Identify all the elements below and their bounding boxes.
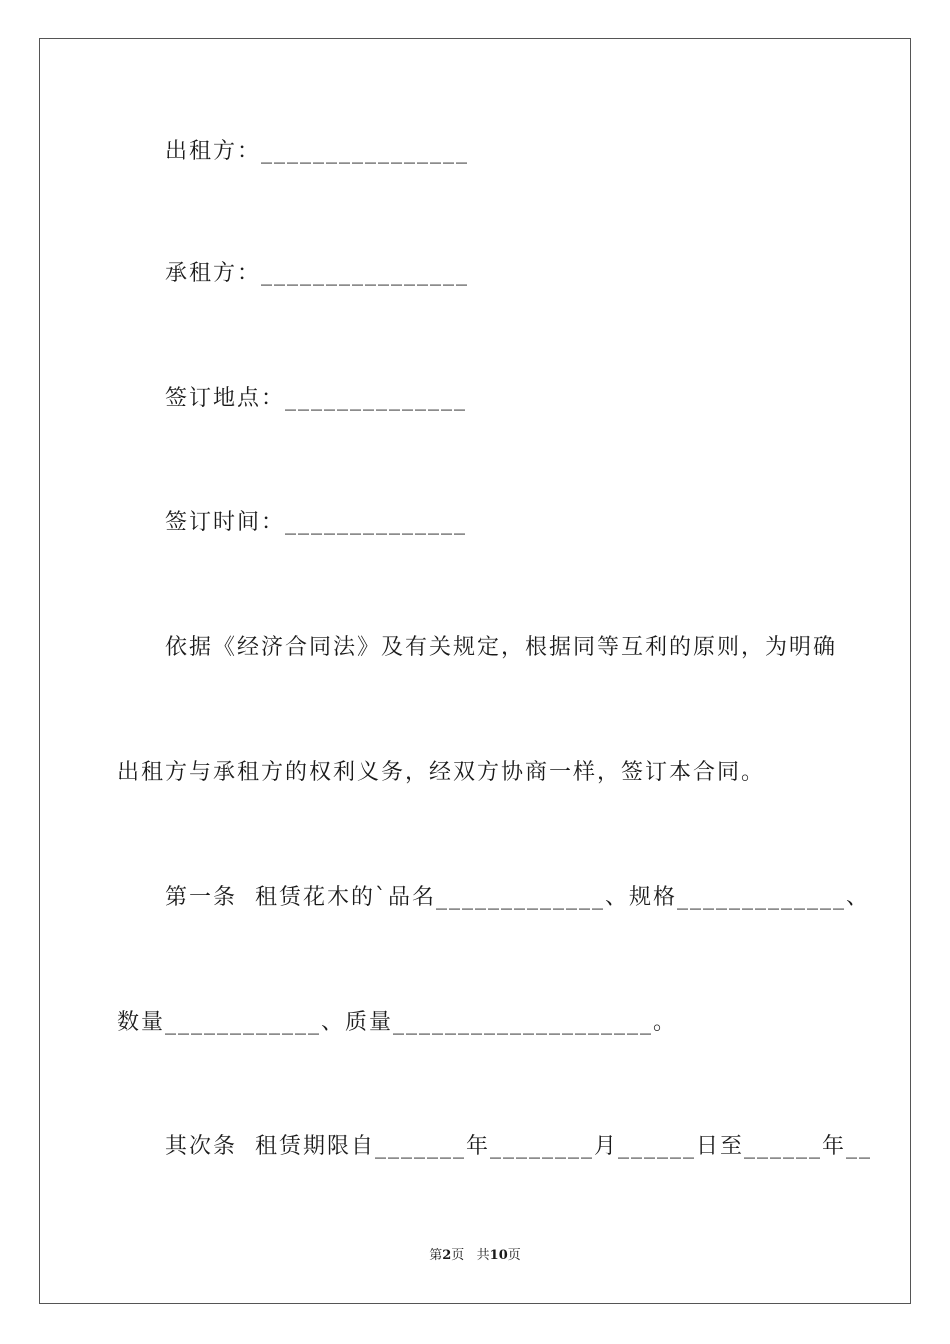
preamble-line-1: 依据《经济合同法》及有关规定，根据同等互利的原则，为明确 (165, 635, 838, 660)
sign-time-field: 签订时间：______________ (165, 510, 468, 535)
footer-page-mid: 页 共 (451, 1248, 490, 1263)
footer-page-current: 2 (442, 1248, 452, 1263)
footer-page-suffix: 页 (507, 1248, 521, 1263)
footer-page-prefix: 第 (429, 1248, 443, 1263)
lessor-field: 出租方：________________ (165, 139, 470, 164)
page-footer (0, 1247, 950, 1265)
preamble-line-2: 出租方与承租方的权利义务，经双方协商一样，签订本合同。 (117, 760, 766, 785)
page-border (39, 38, 911, 1304)
article-1-line-2: 数量____________、质量____________________。 (117, 1010, 678, 1035)
footer-page-total: 10 (489, 1248, 508, 1263)
lessee-field: 承租方：________________ (165, 261, 470, 286)
article-1-line-1: 第一条 租赁花木的`品名_____________、规格_____________、 (165, 885, 870, 910)
sign-place-field: 签订地点：______________ (165, 386, 468, 411)
article-2-line-1: 其次条 租赁期限自_______年________月______日至______年__ (165, 1134, 872, 1159)
